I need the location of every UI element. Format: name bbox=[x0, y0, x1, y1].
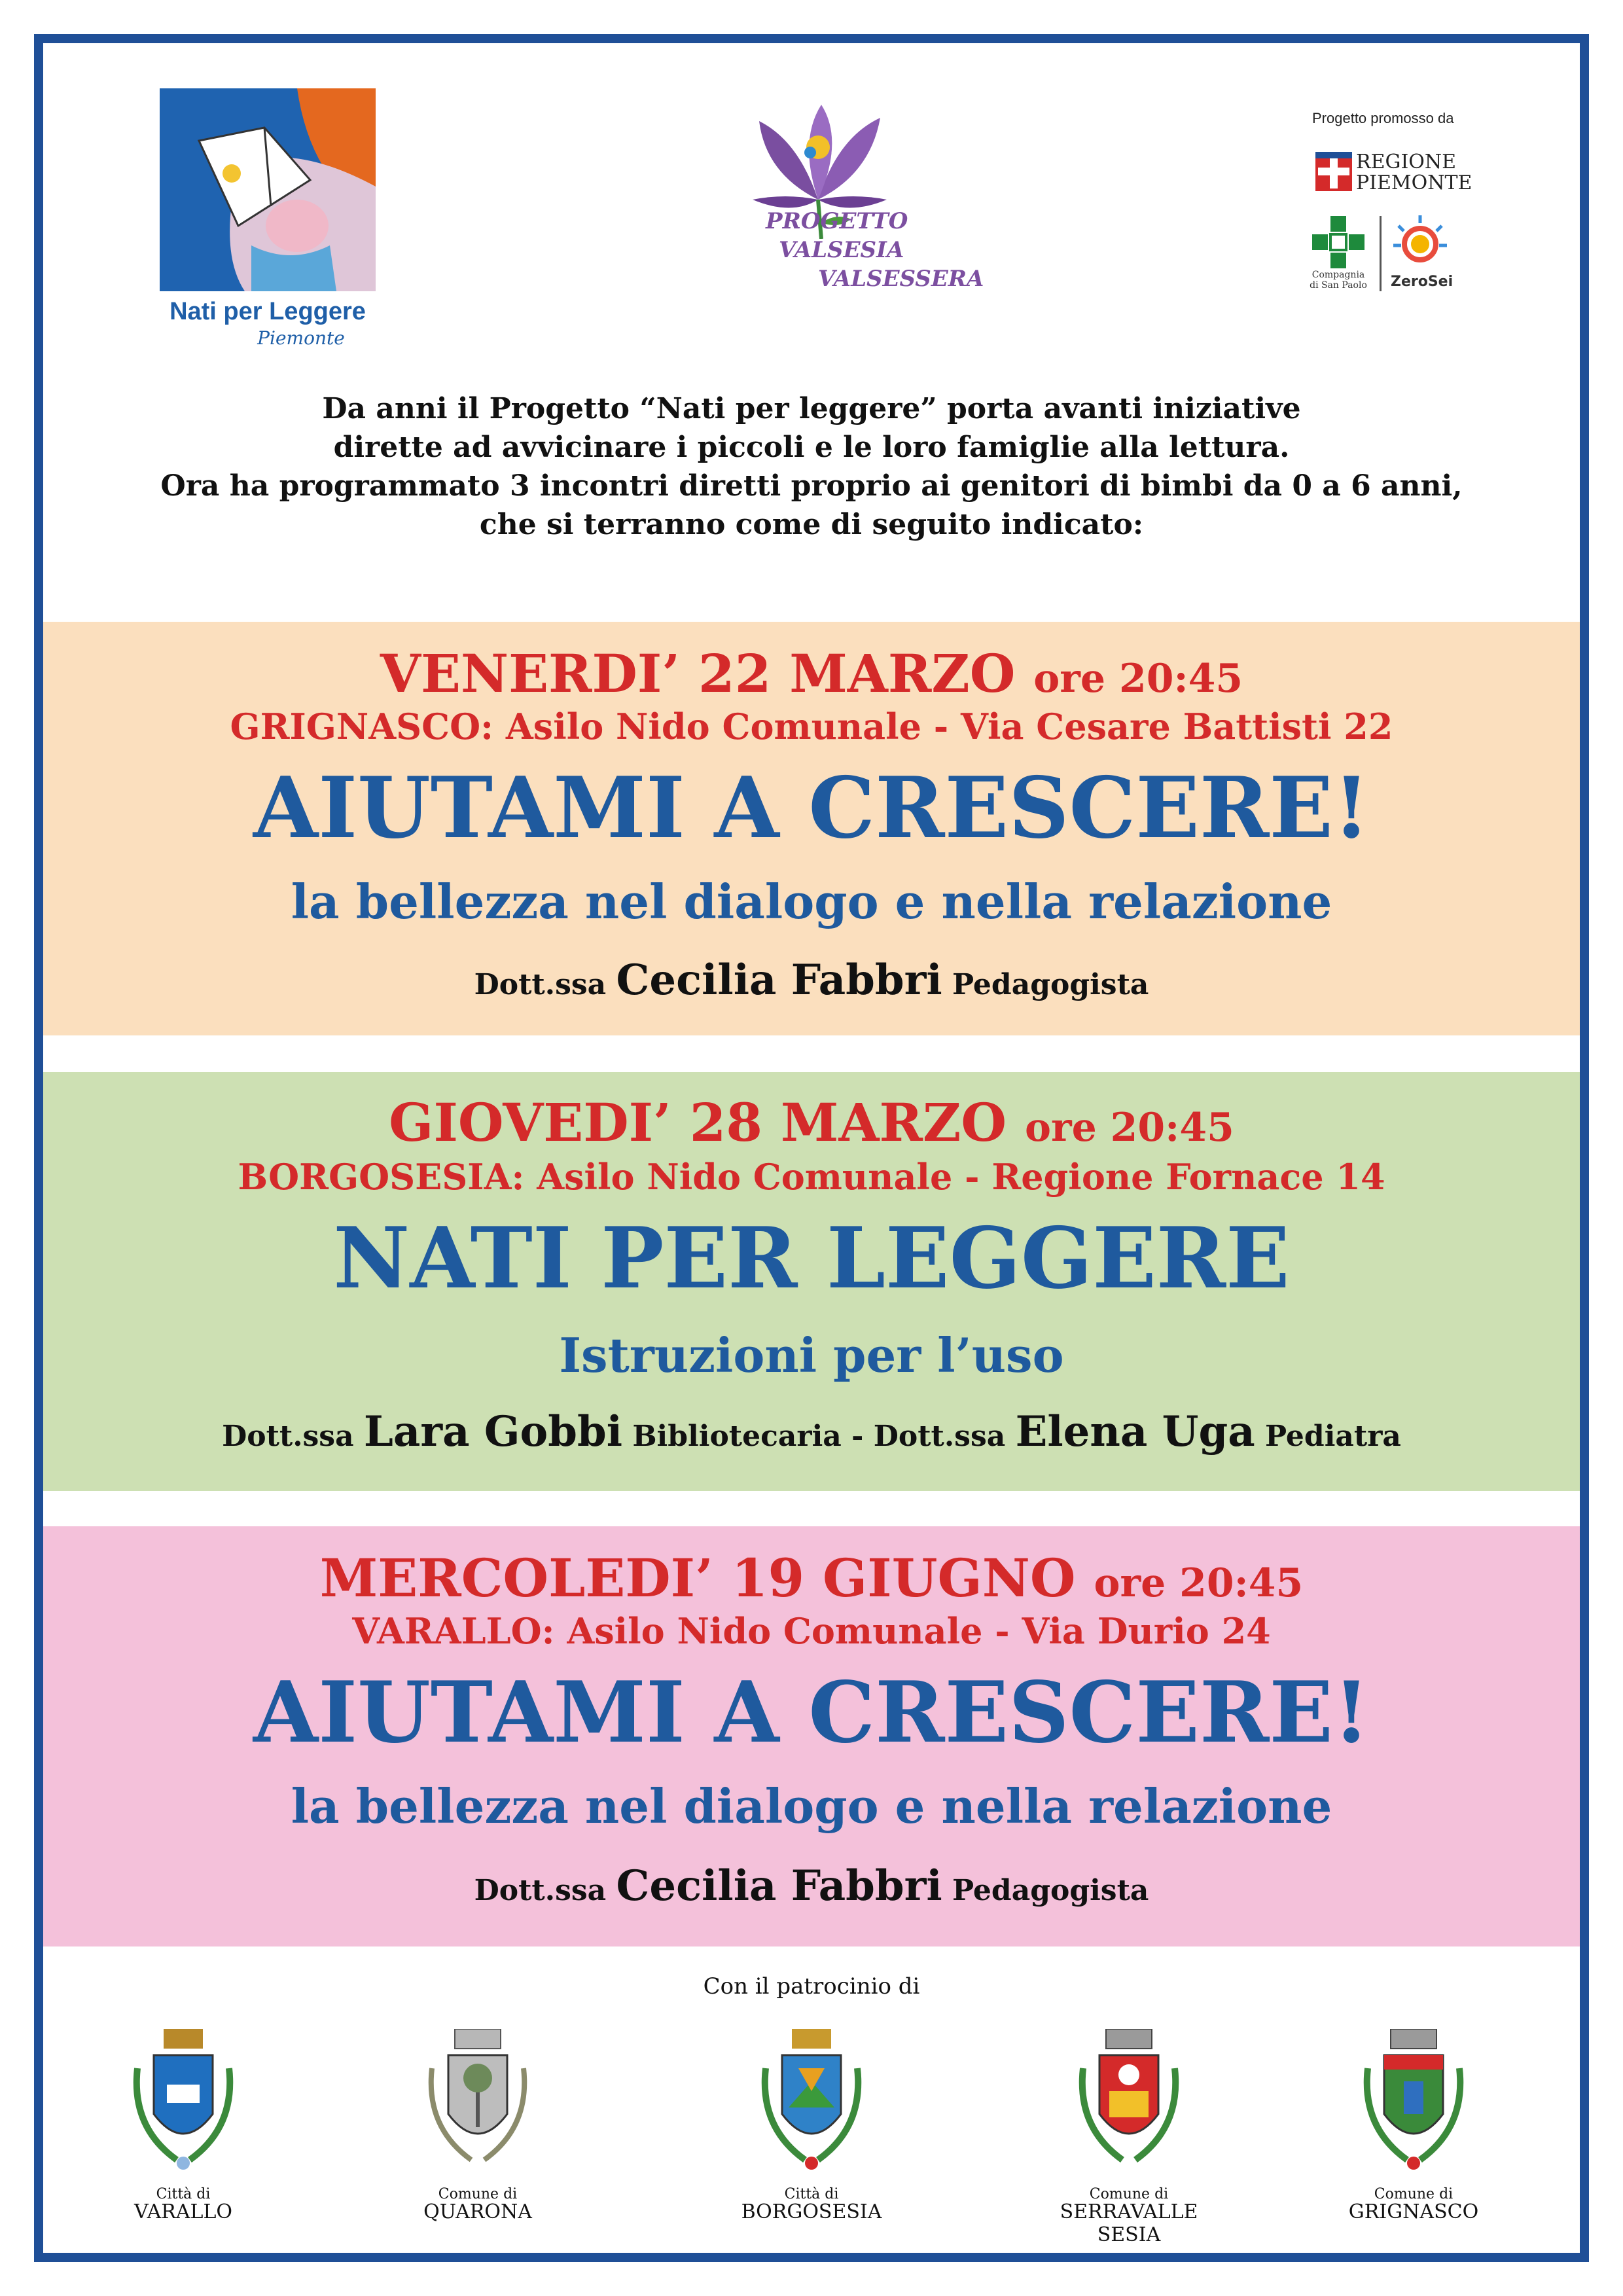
speaker-role: Pedagogista bbox=[952, 1874, 1149, 1907]
event-subtitle: la bellezza nel dialogo e nella relazione bbox=[291, 1778, 1332, 1834]
compagnia-san-paolo-logo bbox=[1312, 216, 1364, 268]
promoted-by-label: Progetto promosso da bbox=[1312, 110, 1454, 126]
event-time: ore 20:45 bbox=[1024, 1105, 1234, 1151]
event-title: NATI PER LEGGERE bbox=[333, 1210, 1290, 1308]
zerosei-label: ZeroSei bbox=[1391, 274, 1454, 290]
town-pre: Città di bbox=[784, 2186, 839, 2202]
town-pre: Comune di bbox=[1089, 2186, 1169, 2202]
event-speaker bbox=[43, 1861, 1580, 1910]
event-date-text: MERCOLEDI’ 19 GIUGNO bbox=[319, 1547, 1076, 1609]
intro-line: dirette ad avvicinare i piccoli e le loro famiglie alla lettura. bbox=[333, 431, 1290, 464]
event-place: GRIGNASCO: Asilo Nido Comunale - Via Cesare Battisti 22 bbox=[230, 706, 1393, 747]
event-subtitle: Istruzioni per l’uso bbox=[559, 1327, 1064, 1383]
grignasco-crest-icon bbox=[1348, 2029, 1479, 2186]
regione-piemonte-flag-icon bbox=[1315, 152, 1352, 191]
event-title: AIUTAMI A CRESCERE! bbox=[253, 1664, 1370, 1762]
speaker-role: Bibliotecaria - Dott.ssa bbox=[632, 1420, 1006, 1453]
speaker-role: Pedagogista bbox=[952, 968, 1149, 1001]
town-name: BORGOSESIA bbox=[741, 2200, 882, 2223]
event-place: BORGOSESIA: Asilo Nido Comunale - Regione Fornace 14 bbox=[238, 1156, 1385, 1198]
event-date-text: VENERDI’ 22 MARZO bbox=[380, 643, 1016, 704]
quarona-crest-icon bbox=[412, 2029, 543, 2186]
event-date bbox=[43, 643, 1580, 704]
patronage-label: Con il patrocinio di bbox=[703, 1973, 920, 2000]
event-date bbox=[43, 1092, 1580, 1153]
intro-line: Ora ha programmato 3 incontri diretti proprio ai genitori di bimbi da 0 a 6 anni, bbox=[160, 469, 1463, 503]
progetto-text-2: VALSESIA bbox=[779, 237, 904, 263]
event-band-2 bbox=[43, 1072, 1580, 1491]
speaker2-role: Pediatra bbox=[1265, 1420, 1401, 1453]
town-name: QUARONA bbox=[423, 2200, 532, 2223]
speaker-name: Lara Gobbi bbox=[363, 1407, 623, 1456]
event-band-3 bbox=[43, 1526, 1580, 1946]
borgosesia-crest-icon bbox=[746, 2029, 877, 2186]
intro-line: Da anni il Progetto “Nati per leggere” porta avanti iniziative bbox=[322, 392, 1301, 425]
event-place: VARALLO: Asilo Nido Comunale - Via Durio 24 bbox=[352, 1610, 1271, 1652]
varallo-crest-icon bbox=[118, 2029, 249, 2186]
zerosei-sun-logo bbox=[1391, 213, 1450, 272]
event-subtitle: la bellezza nel dialogo e nella relazione bbox=[291, 874, 1332, 929]
npl-logo-subtitle: Piemonte bbox=[257, 327, 345, 349]
speaker-name: Cecilia Fabbri bbox=[616, 956, 942, 1005]
progetto-text-1: PROGETTO bbox=[766, 208, 908, 234]
speaker-title: Dott.ssa bbox=[474, 968, 607, 1001]
event-speaker bbox=[43, 956, 1580, 1005]
event-time: ore 20:45 bbox=[1094, 1560, 1304, 1606]
regione-name-1: REGIONE bbox=[1356, 151, 1457, 173]
logo-separator bbox=[1380, 216, 1382, 291]
town-name: GRIGNASCO bbox=[1348, 2200, 1479, 2223]
compagnia-label: Compagnia di San Paolo bbox=[1310, 270, 1367, 291]
intro-line: che si terranno come di seguito indicato: bbox=[479, 508, 1144, 541]
speaker-title: Dott.ssa bbox=[474, 1874, 607, 1907]
town-pre: Città di bbox=[156, 2186, 211, 2202]
event-date-text: GIOVEDI’ 28 MARZO bbox=[389, 1092, 1007, 1153]
speaker-title: Dott.ssa bbox=[222, 1420, 354, 1453]
event-title: AIUTAMI A CRESCERE! bbox=[253, 759, 1370, 857]
intro-text bbox=[65, 389, 1558, 544]
event-date bbox=[43, 1547, 1580, 1609]
event-band-1 bbox=[43, 622, 1580, 1035]
serravalle-sesia-crest-icon bbox=[1063, 2029, 1194, 2186]
speaker-name: Cecilia Fabbri bbox=[616, 1861, 942, 1910]
nati-per-leggere-logo bbox=[160, 88, 376, 291]
event-time: ore 20:45 bbox=[1033, 656, 1243, 702]
npl-logo-name: Nati per Leggere bbox=[169, 298, 366, 325]
regione-name-2: PIEMONTE bbox=[1356, 171, 1472, 194]
town-pre: Comune di bbox=[1374, 2186, 1454, 2202]
event-speaker bbox=[43, 1407, 1580, 1456]
town-name: SERRAVALLE SESIA bbox=[1060, 2200, 1198, 2246]
town-pre: Comune di bbox=[438, 2186, 518, 2202]
town-name: VARALLO bbox=[134, 2200, 232, 2223]
progetto-text-3: VALSESSERA bbox=[818, 266, 984, 292]
speaker2-name: Elena Uga bbox=[1015, 1407, 1255, 1456]
